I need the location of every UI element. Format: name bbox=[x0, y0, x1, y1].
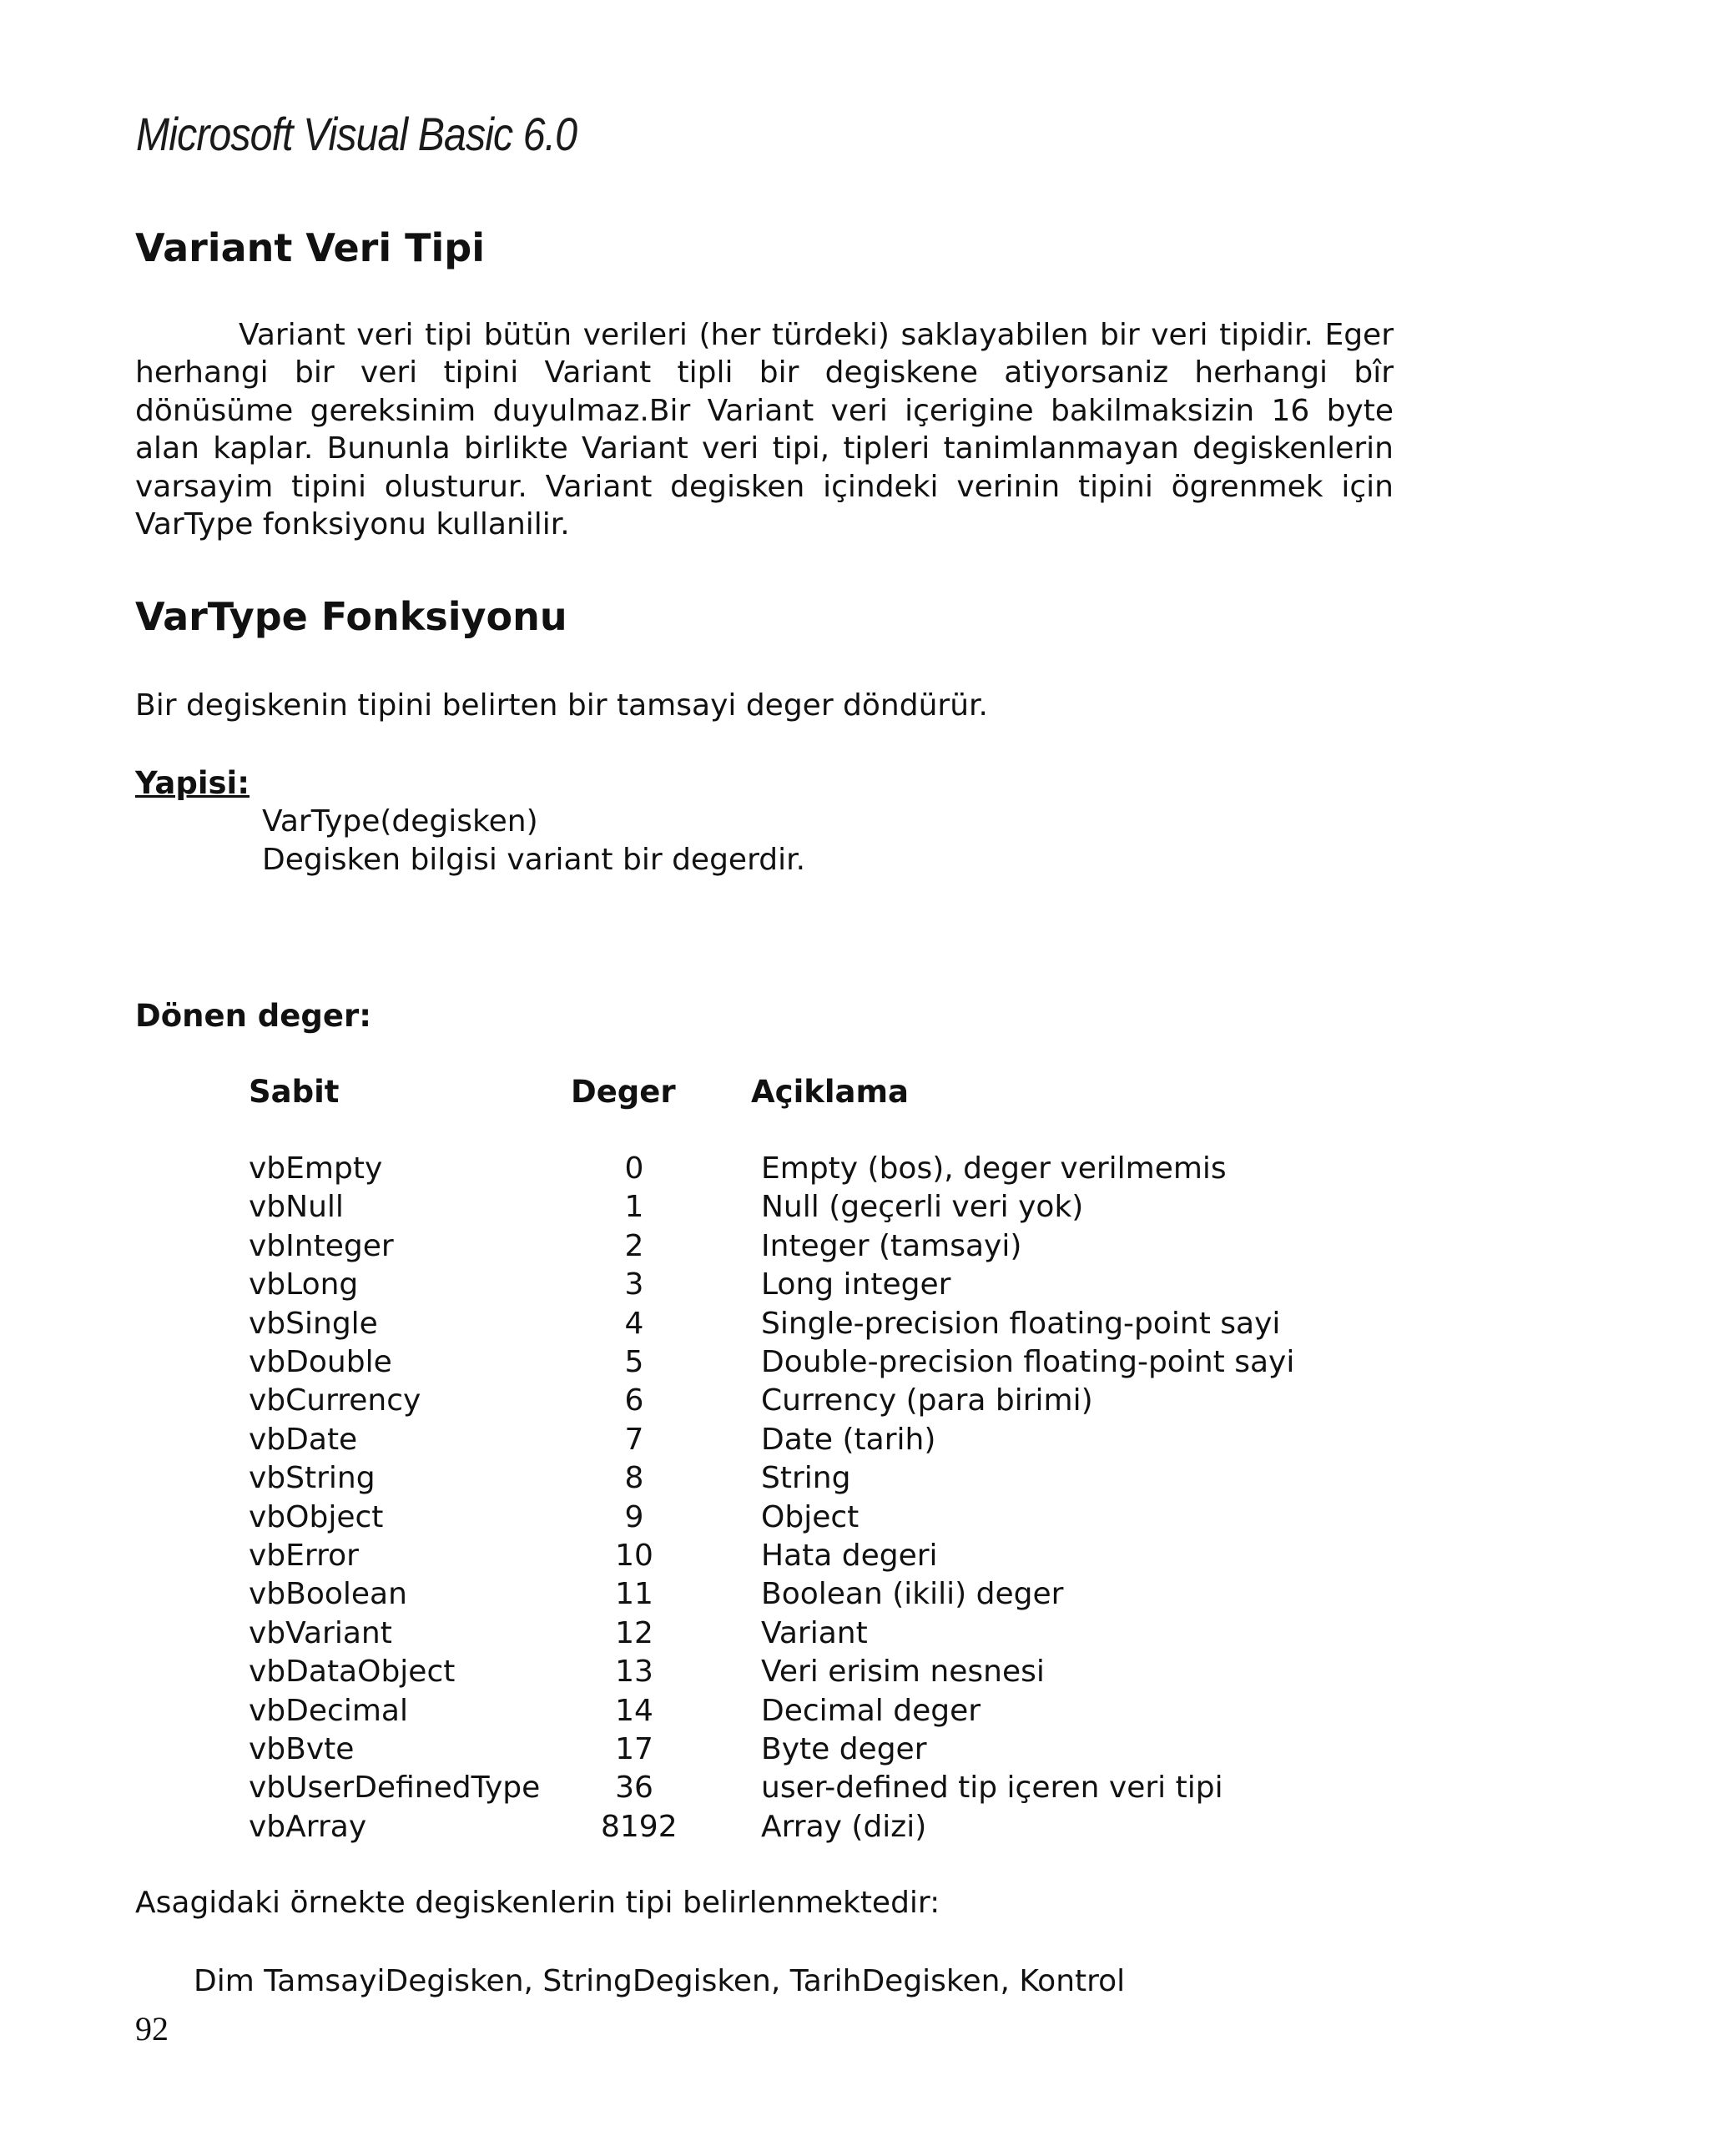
return-value-label: Dönen deger: bbox=[135, 998, 371, 1034]
cell-sabit: vbDouble bbox=[249, 1345, 392, 1379]
cell-sabit: vbVariant bbox=[249, 1615, 392, 1650]
cell-deger: 1 bbox=[624, 1190, 644, 1225]
cell-sabit: vbNull bbox=[249, 1190, 344, 1225]
cell-aciklama: Null (geçerli veri yok) bbox=[761, 1190, 1084, 1225]
cell-aciklama: Integer (tamsayi) bbox=[761, 1228, 1022, 1263]
cell-deger: 5 bbox=[624, 1345, 644, 1379]
cell-aciklama: Array (dizi) bbox=[761, 1809, 927, 1844]
table-row bbox=[0, 1577, 1709, 1615]
table-row bbox=[0, 1461, 1709, 1499]
table-row bbox=[0, 1539, 1709, 1577]
cell-deger: 3 bbox=[624, 1267, 644, 1302]
cell-aciklama: Empty (bos), deger verilmemis bbox=[761, 1151, 1227, 1186]
table-row bbox=[0, 1810, 1709, 1848]
cell-deger: 8192 bbox=[601, 1809, 678, 1844]
cell-aciklama: Object bbox=[761, 1499, 860, 1534]
table-row bbox=[0, 1732, 1709, 1771]
cell-sabit: vbEmpty bbox=[249, 1151, 383, 1186]
cell-deger: 0 bbox=[624, 1151, 644, 1186]
cell-deger: 17 bbox=[615, 1732, 653, 1766]
cell-deger: 10 bbox=[615, 1539, 653, 1573]
cell-deger: 11 bbox=[615, 1577, 653, 1612]
cell-deger: 2 bbox=[624, 1228, 644, 1263]
syntax-line-2: Degisken bilgisi variant bir degerdir. bbox=[262, 843, 806, 877]
cell-deger: 9 bbox=[624, 1499, 644, 1534]
cell-aciklama: Byte deger bbox=[761, 1732, 927, 1766]
cell-aciklama: String bbox=[761, 1461, 851, 1496]
vartype-description: Bir degiskenin tipini belirten bir tamsayi deger döndürür. bbox=[135, 688, 988, 723]
cell-aciklama: Currency (para birimi) bbox=[761, 1383, 1093, 1418]
code-line: Dim TamsayiDegisken, StringDegisken, TarihDegisken, Kontrol bbox=[194, 1964, 1126, 1998]
cell-sabit: vbBoolean bbox=[249, 1577, 407, 1612]
cell-aciklama: user-defined tip içeren veri tipi bbox=[761, 1771, 1223, 1806]
cell-deger: 4 bbox=[624, 1306, 644, 1341]
cell-deger: 13 bbox=[615, 1655, 653, 1690]
table-row bbox=[0, 1190, 1709, 1228]
cell-sabit: vbCurrency bbox=[249, 1383, 421, 1418]
cell-aciklama: Double-precision floating-point sayi bbox=[761, 1345, 1295, 1379]
column-header-aciklama: Açiklama bbox=[751, 1074, 910, 1110]
variant-paragraph: Variant veri tipi bütün verileri (her türdeki) saklayabilen bir veri tipidir. Eger herhangi bir veri tipini Variant tipli bir degiskene atiyorsaniz herhangi bîr dönüsüme gereksinim duyulmaz.Bir Variant veri içerigine bakilmaksizin 16 byte alan kaplar. Bununla birlikte Variant veri tipi, tipleri tanimlanmayan degiskenlerin varsayim tipini olusturur. Variant degisken içindeki verinin tipini ögrenmek için VarType fonksiyonu kullanilir. bbox=[135, 318, 1394, 542]
cell-sabit: vbDataObject bbox=[249, 1655, 456, 1690]
cell-aciklama: Decimal deger bbox=[761, 1693, 981, 1728]
cell-aciklama: Variant bbox=[761, 1615, 868, 1650]
table-row bbox=[0, 1345, 1709, 1383]
cell-sabit: vbError bbox=[249, 1539, 359, 1573]
cell-sabit: vbUserDefinedType bbox=[249, 1771, 541, 1806]
table-row bbox=[0, 1383, 1709, 1422]
cell-sabit: vbBvte bbox=[249, 1732, 355, 1766]
running-header-title: Microsoft Visual Basic 6.0 bbox=[136, 108, 577, 160]
column-header-sabit: Sabit bbox=[249, 1074, 340, 1110]
cell-sabit: vbInteger bbox=[249, 1228, 394, 1263]
cell-sabit: vbString bbox=[249, 1461, 376, 1496]
table-row bbox=[0, 1771, 1709, 1809]
syntax-label: Yapisi: bbox=[135, 765, 250, 801]
section-heading-vartype: VarType Fonksiyonu bbox=[135, 594, 567, 639]
table-row bbox=[0, 1307, 1709, 1345]
table-row bbox=[0, 1655, 1709, 1693]
table-row bbox=[0, 1151, 1709, 1190]
cell-sabit: vbArray bbox=[249, 1809, 367, 1844]
cell-deger: 36 bbox=[615, 1771, 653, 1806]
cell-sabit: vbSingle bbox=[249, 1306, 378, 1341]
cell-aciklama: Long integer bbox=[761, 1267, 951, 1302]
table-row bbox=[0, 1229, 1709, 1267]
cell-sabit: vbDecimal bbox=[249, 1693, 408, 1728]
cell-deger: 14 bbox=[615, 1693, 653, 1728]
cell-aciklama: Boolean (ikili) deger bbox=[761, 1577, 1064, 1612]
cell-sabit: vbLong bbox=[249, 1267, 359, 1302]
table-row bbox=[0, 1694, 1709, 1732]
cell-sabit: vbDate bbox=[249, 1422, 358, 1457]
cell-aciklama: Single-precision floating-point sayi bbox=[761, 1306, 1281, 1341]
cell-deger: 8 bbox=[624, 1461, 644, 1496]
cell-sabit: vbObject bbox=[249, 1499, 384, 1534]
syntax-line-1: VarType(degisken) bbox=[262, 804, 538, 839]
example-intro: Asagidaki örnekte degiskenlerin tipi belirlenmektedir: bbox=[135, 1886, 940, 1920]
table-row bbox=[0, 1423, 1709, 1461]
section-heading-variant: Variant Veri Tipi bbox=[135, 225, 485, 270]
table-row bbox=[0, 1267, 1709, 1306]
cell-aciklama: Veri erisim nesnesi bbox=[761, 1655, 1045, 1690]
column-header-deger: Deger bbox=[571, 1074, 676, 1110]
table-row bbox=[0, 1616, 1709, 1655]
table-row bbox=[0, 1500, 1709, 1539]
cell-deger: 12 bbox=[615, 1615, 653, 1650]
cell-deger: 7 bbox=[624, 1422, 644, 1457]
cell-aciklama: Hata degeri bbox=[761, 1539, 938, 1573]
page-number: 92 bbox=[135, 2010, 169, 2048]
cell-aciklama: Date (tarih) bbox=[761, 1422, 936, 1457]
cell-deger: 6 bbox=[624, 1383, 644, 1418]
